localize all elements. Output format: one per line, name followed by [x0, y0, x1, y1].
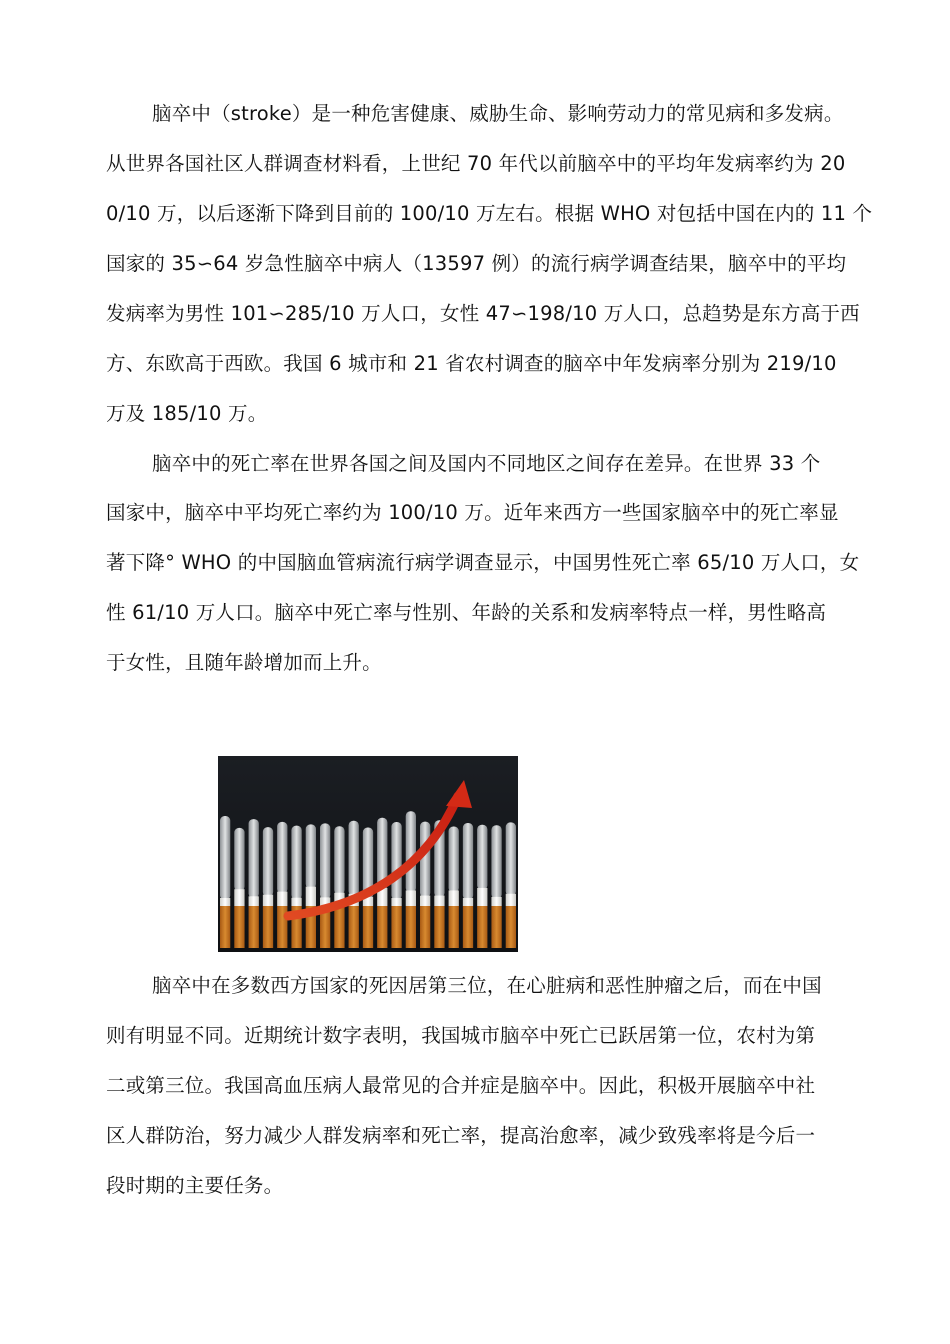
text-line: 脑卒中的死亡率在世界各国之间及国内不同地区之间存在差异。在世界 33 个: [152, 452, 821, 475]
text-line: 段时期的主要任务。: [106, 1174, 284, 1197]
text-line: 万及 185/10 万。: [106, 402, 268, 425]
cigarette: [506, 822, 516, 948]
cigarette: [349, 821, 359, 948]
text-line: 于女性，且随年龄增加而上升。: [106, 651, 382, 674]
cigarettes-trend-image: [218, 756, 518, 952]
text-line: 发病率为男性 101∽285/10 万人口，女性 47∽198/10 万人口，总趋势是东方高于西: [106, 302, 860, 325]
cigarette: [406, 811, 416, 948]
cigarette: [449, 827, 459, 948]
text-line: 脑卒中在多数西方国家的死因居第三位，在心脏病和恶性肿瘤之后，而在中国: [152, 974, 822, 997]
text-line: 从世界各国社区人群调查材料看，上世纪 70 年代以前脑卒中的平均年发病率约为 20: [106, 152, 846, 175]
text-line: 二或第三位。我国高血压病人最常见的合并症是脑卒中。因此，积极开展脑卒中社: [106, 1074, 816, 1097]
text-line: 著下降° WHO 的中国脑血管病流行病学调查显示，中国男性死亡率 65/10 万人口，女: [106, 551, 860, 574]
cigarette: [234, 828, 244, 948]
cigarette: [477, 825, 487, 948]
text-line: 脑卒中（stroke）是一种危害健康、威胁生命、影响劳动力的常见病和多发病。: [152, 102, 844, 125]
cigarette: [263, 827, 273, 948]
cigarette: [463, 823, 473, 948]
text-line: 国家的 35∽64 岁急性脑卒中病人（13597 例）的流行病学调查结果，脑卒中的平均: [106, 252, 847, 275]
cigarette: [277, 822, 287, 948]
cigarette: [306, 824, 316, 948]
cigarette: [249, 819, 259, 948]
cigarette: [291, 826, 301, 948]
text-line: 区人群防治，努力减少人群发病率和死亡率，提高治愈率，减少致残率将是今后一: [106, 1124, 816, 1147]
cigarette: [491, 825, 501, 948]
cigarette: [391, 822, 401, 948]
text-line: 性 61/10 万人口。脑卒中死亡率与性别、年龄的关系和发病率特点一样，男性略高: [106, 601, 827, 624]
text-line: 方、东欧高于西欧。我国 6 城市和 21 省农村调查的脑卒中年发病率分别为 219/10: [106, 352, 837, 375]
text-line: 国家中，脑卒中平均死亡率约为 100/10 万。近年来西方一些国家脑卒中的死亡率显: [106, 501, 839, 524]
text-line: 0/10 万，以后逐渐下降到目前的 100/10 万左右。根据 WHO 对包括中国在内的 11 个: [106, 202, 873, 225]
text-line: 则有明显不同。近期统计数字表明，我国城市脑卒中死亡已跃居第一位，农村为第: [106, 1024, 816, 1047]
cigarette: [334, 826, 344, 948]
cigarette: [320, 823, 330, 948]
cigarette: [220, 816, 230, 948]
